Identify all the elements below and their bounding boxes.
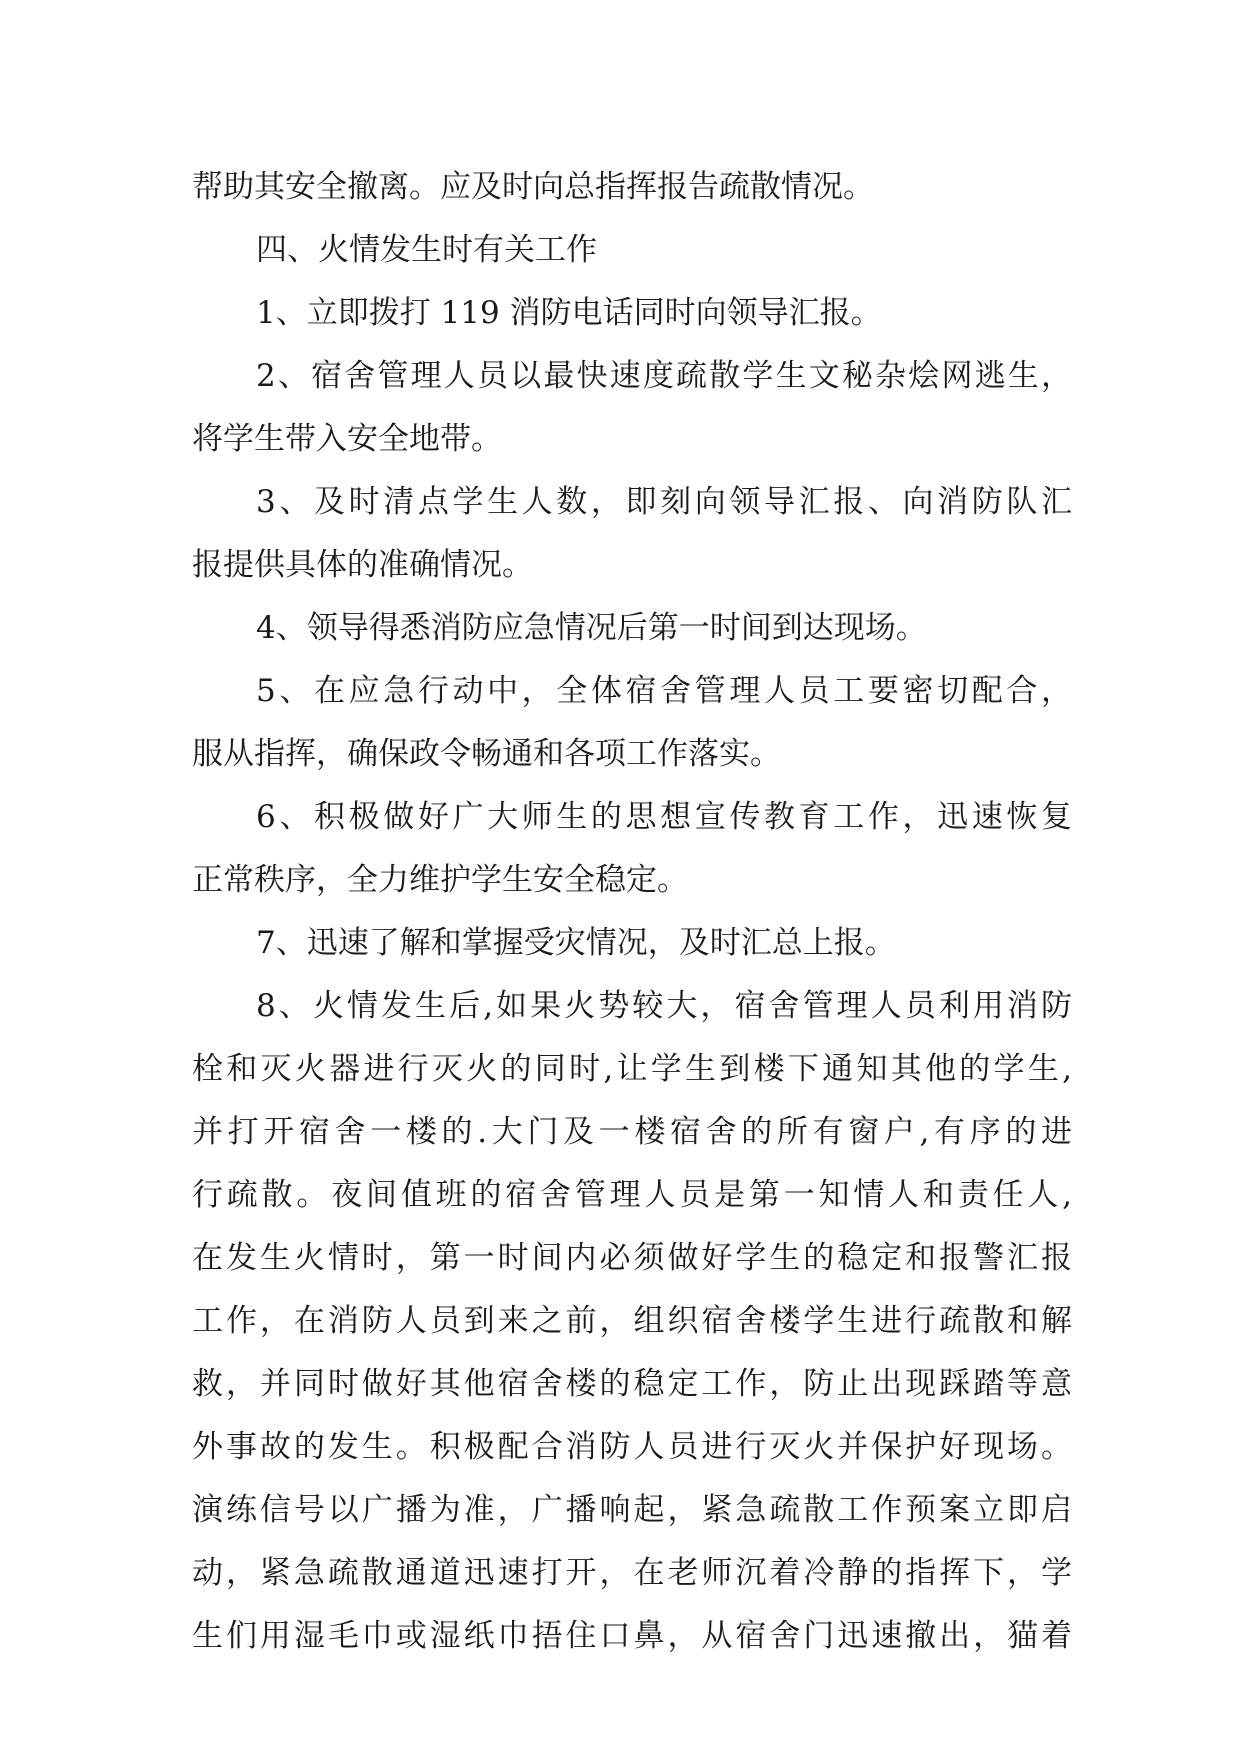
text-line: 正常秩序，全力维护学生安全稳定。	[192, 862, 688, 898]
text-line: 在发生火情时，第一时间内必须做好学生的稳定和报警汇报	[192, 1240, 1072, 1276]
list-item: 4、领导得悉消防应急情况后第一时间到达现场。	[256, 610, 927, 646]
text-line: 报提供具体的准确情况。	[192, 547, 533, 583]
text-line: 栓和灭火器进行灭火的同时,让学生到楼下通知其他的学生,	[192, 1051, 1072, 1087]
list-item: 3、及时清点学生人数，即刻向领导汇报、向消防队汇	[256, 484, 1072, 520]
text-line: 生们用湿毛巾或湿纸巾捂住口鼻，从宿舍门迅速撤出，猫着	[192, 1618, 1072, 1654]
text-line: 并打开宿舍一楼的.大门及一楼宿舍的所有窗户,有序的进	[192, 1114, 1072, 1150]
list-item: 8、火情发生后,如果火势较大，宿舍管理人员利用消防	[256, 988, 1072, 1024]
list-item: 7、迅速了解和掌握受灾情况，及时汇总上报。	[256, 925, 896, 961]
list-item: 2、宿舍管理人员以最快速度疏散学生文秘杂烩网逃生，	[256, 358, 1072, 394]
text-line: 演练信号以广播为准，广播响起，紧急疏散工作预案立即启	[192, 1492, 1072, 1528]
text-line: 动，紧急疏散通道迅速打开，在老师沉着冷静的指挥下，学	[192, 1555, 1072, 1591]
section-heading: 四、火情发生时有关工作	[256, 232, 597, 268]
text-line: 工作，在消防人员到来之前，组织宿舍楼学生进行疏散和解	[192, 1303, 1072, 1339]
document-body	[192, 156, 1072, 1668]
text-line: 救，并同时做好其他宿舍楼的稳定工作，防止出现踩踏等意	[192, 1366, 1072, 1402]
text-line: 帮助其安全撤离。应及时向总指挥报告疏散情况。	[192, 169, 874, 205]
text-line: 将学生带入安全地带。	[192, 421, 502, 457]
text-line: 服从指挥，确保政令畅通和各项工作落实。	[192, 736, 781, 772]
list-item: 1、立即拨打 119 消防电话同时向领导汇报。	[256, 295, 882, 331]
text-line: 行疏散。夜间值班的宿舍管理人员是第一知情人和责任人,	[192, 1177, 1072, 1213]
list-item: 5、在应急行动中，全体宿舍管理人员工要密切配合，	[256, 673, 1072, 709]
list-item: 6、积极做好广大师生的思想宣传教育工作，迅速恢复	[256, 799, 1072, 835]
text-line: 外事故的发生。积极配合消防人员进行灭火并保护好现场。	[192, 1429, 1072, 1465]
